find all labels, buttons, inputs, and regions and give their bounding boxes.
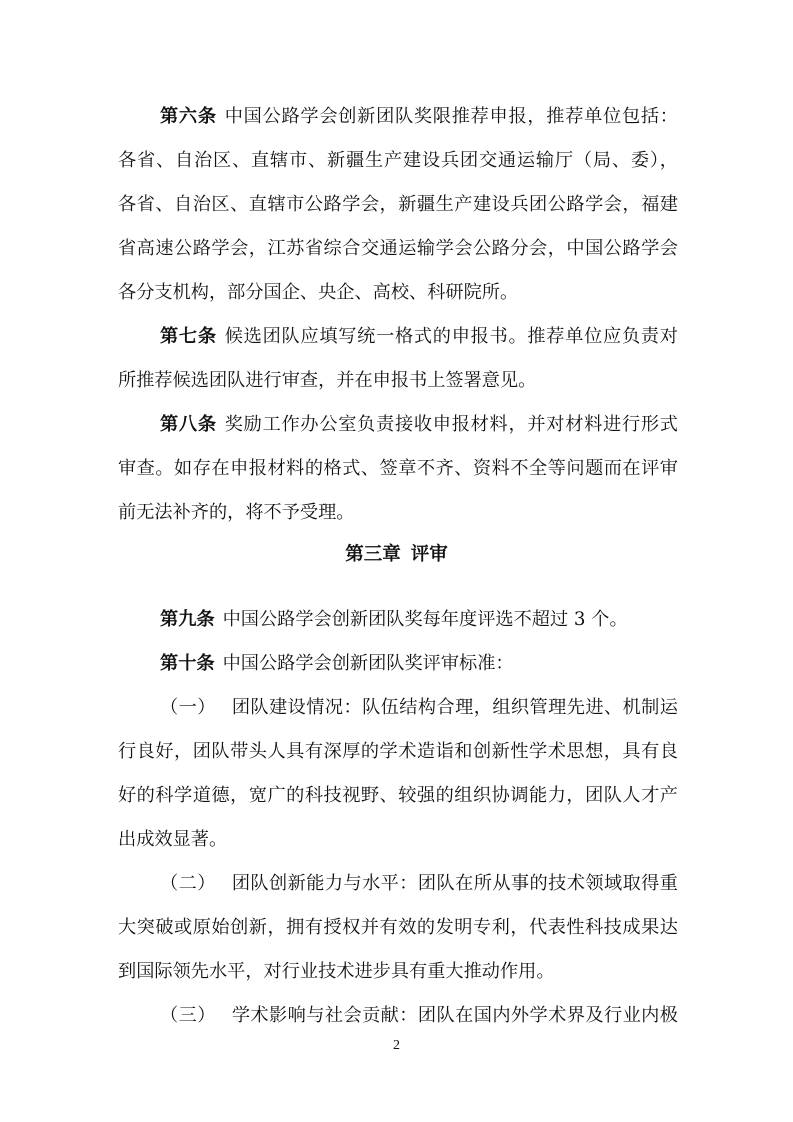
- article-7-label: 第七条: [160, 326, 217, 347]
- item-1-line-4: 出成效显著。: [118, 829, 228, 850]
- article-7-text-1: 候选团队应填写统一格式的申报书。推荐单位应负责对: [224, 326, 678, 347]
- item-2-line-1: [160, 870, 678, 898]
- article-6-line-2: 各省、自治区、直辖市、新疆生产建设兵团交通运输厅（局、委），: [118, 150, 678, 171]
- item-3-number: （三）: [160, 1005, 216, 1026]
- article-9-text: 中国公路学会创新团队奖每年度评选不超过 3 个。: [222, 609, 628, 630]
- article-9-line-1: [160, 606, 678, 634]
- item-1-text-1: 团队建设情况：队伍结构合理，组织管理先进、机制运: [231, 697, 678, 718]
- item-2-line-2: 大突破或原始创新，拥有授权并有效的发明专利，代表性科技成果达: [118, 917, 678, 938]
- article-6-line-3: 各省、自治区、直辖市公路学会，新疆生产建设兵团公路学会，福建: [118, 194, 678, 215]
- item-3-line-1: [160, 1002, 678, 1030]
- item-1-line-3: 好的科学道德，宽广的科技视野、较强的组织协调能力，团队人才产: [118, 785, 678, 806]
- article-6-line-1: [160, 103, 678, 131]
- article-10-line-1: [160, 650, 678, 678]
- article-10-text: 中国公路学会创新团队奖评审标准：: [222, 653, 514, 674]
- article-6-label: 第六条: [160, 106, 217, 127]
- item-1-number: （一）: [160, 697, 216, 718]
- item-2-line-3: 到国际领先水平，对行业技术进步具有重大推动作用。: [118, 961, 555, 982]
- article-8-label: 第八条: [160, 414, 217, 435]
- article-8-line-1: [160, 411, 678, 439]
- article-7-line-2: 所推荐候选团队进行审查，并在申报书上签署意见。: [118, 370, 537, 391]
- item-1-line-1: [160, 694, 678, 722]
- item-1-line-2: 行良好，团队带头人具有深厚的学术造诣和创新性学术思想，具有良: [118, 741, 678, 762]
- chapter-title: 评审: [410, 544, 448, 565]
- page-number: 2: [393, 1038, 400, 1053]
- article-8-text-1: 奖励工作办公室负责接收申报材料，并对材料进行形式: [224, 414, 678, 435]
- item-2-number: （二）: [160, 873, 216, 894]
- chapter-label: 第三章: [345, 544, 401, 565]
- article-9-label: 第九条: [160, 609, 215, 630]
- article-8-line-3: 前无法补齐的，将不予受理。: [118, 502, 355, 523]
- article-8-line-2: 审查。如存在申报材料的格式、签章不齐、资料不全等问题而在评审: [118, 458, 678, 479]
- article-6-line-4: 省高速公路学会，江苏省综合交通运输学会公路分会，中国公路学会: [118, 238, 678, 259]
- item-2-text-1: 团队创新能力与水平：团队在所从事的技术领域取得重: [231, 873, 678, 894]
- item-3-text-1: 学术影响与社会贡献：团队在国内外学术界及行业内极: [231, 1005, 678, 1026]
- article-7-line-1: [160, 323, 678, 351]
- article-10-label: 第十条: [160, 653, 215, 674]
- article-6-text-1: 中国公路学会创新团队奖限推荐申报，推荐单位包括：: [224, 106, 678, 127]
- article-6-line-5: 各分支机构，部分国企、央企、高校、科研院所。: [118, 282, 519, 303]
- chapter-heading: [0, 541, 793, 569]
